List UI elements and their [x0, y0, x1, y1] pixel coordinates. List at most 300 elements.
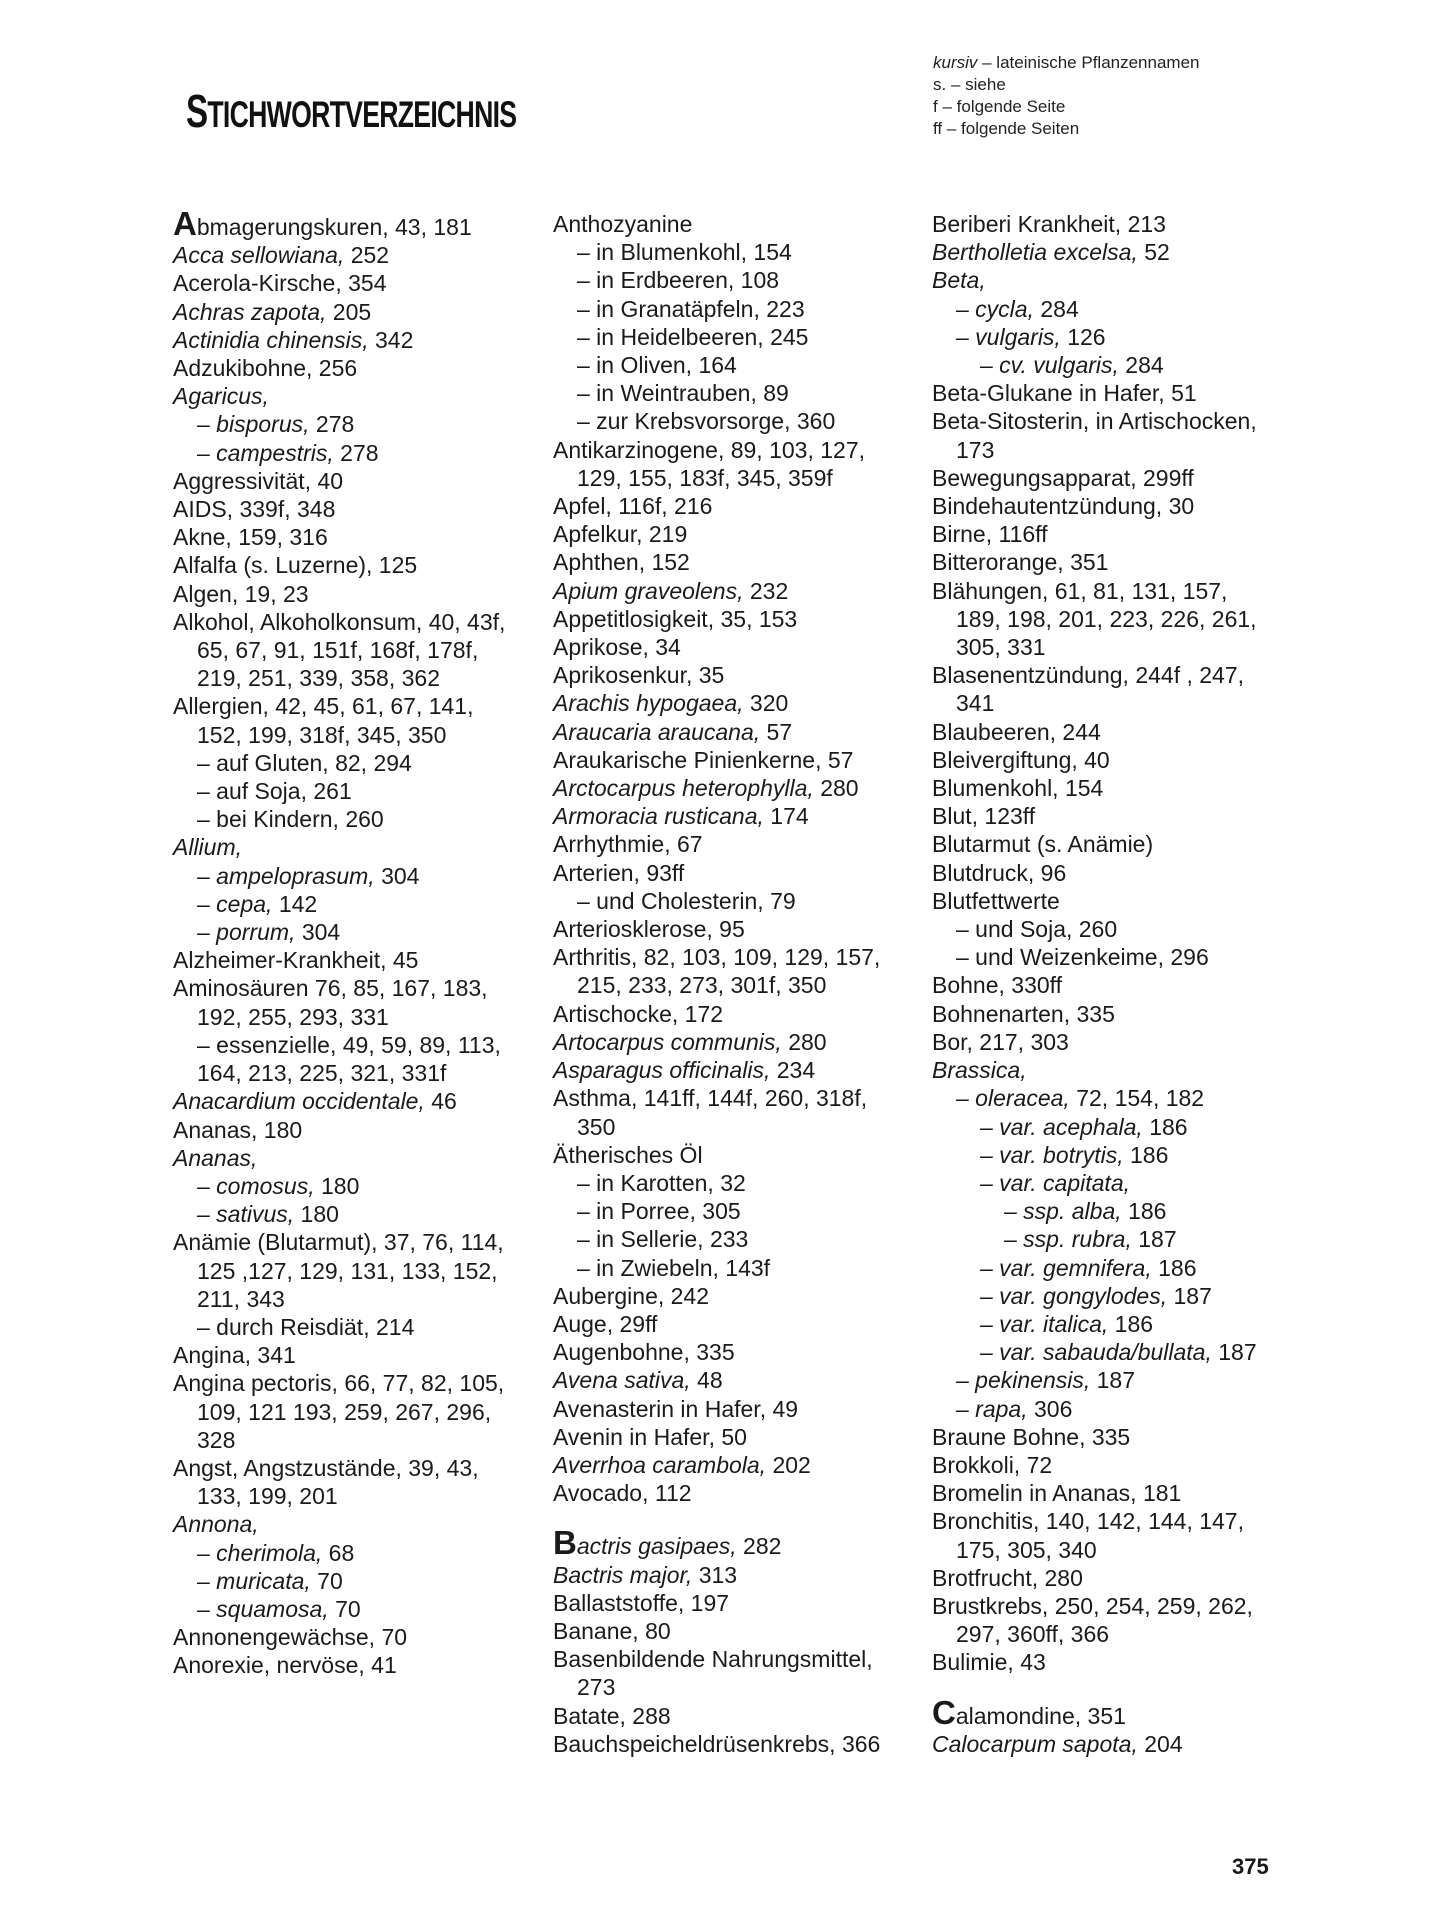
index-entry [932, 1056, 1312, 1084]
index-entry [173, 1454, 543, 1482]
index-entry [553, 1589, 923, 1617]
entry-pages: 186 [1123, 1141, 1169, 1168]
entry-pages: 186 [1108, 1310, 1154, 1337]
index-entry [932, 1648, 1312, 1676]
index-entry [173, 1510, 543, 1538]
entry-term: Algen, 19, 23 [173, 580, 309, 607]
index-entry [553, 1645, 923, 1673]
index-entry [932, 266, 1312, 294]
index-subentry [932, 1113, 1312, 1141]
index-entry [173, 551, 543, 579]
index-subentry [932, 1141, 1312, 1169]
index-subentry [932, 1254, 1312, 1282]
index-entry [932, 238, 1312, 266]
index-entry-continuation [932, 1620, 1312, 1648]
entry-term: – var. capitata, [980, 1169, 1131, 1196]
entry-term: 152, 199, 318f, 345, 350 [197, 721, 447, 748]
entry-term: Blut, 123ff [932, 803, 1036, 830]
index-entry-continuation [173, 721, 543, 749]
index-entry-continuation [173, 1257, 543, 1285]
entry-term: 164, 213, 225, 321, 331f [197, 1060, 447, 1087]
entry-term: Bromelin in Ananas, 181 [932, 1480, 1182, 1507]
entry-term: 305, 331 [956, 634, 1046, 661]
abbreviation-legend [933, 52, 1200, 140]
entry-term: – und Cholesterin, 79 [577, 887, 796, 914]
index-subentry [553, 323, 923, 351]
index-entry [553, 718, 923, 746]
index-entry [932, 830, 1312, 858]
entry-term: – und Soja, 260 [956, 916, 1118, 943]
title-rest: TICHWORTVERZEICHNIS [207, 94, 517, 135]
index-entry [173, 326, 543, 354]
index-subentry [173, 918, 543, 946]
entry-term: Apfel, 116f, 216 [553, 493, 713, 520]
legend-key: f [933, 97, 938, 116]
entry-term: – in Erdbeeren, 108 [577, 267, 780, 294]
entry-term: Bitterorange, 351 [932, 549, 1109, 576]
index-subentry [173, 805, 543, 833]
entry-pages: 186 [1142, 1113, 1188, 1140]
index-subentry [173, 1031, 543, 1059]
index-entry [553, 1479, 923, 1507]
entry-term: – in Zwiebeln, 143f [577, 1254, 771, 1281]
entry-term: Arrhythmie, 67 [553, 831, 703, 858]
index-entry [553, 746, 923, 774]
index-entry [932, 1507, 1312, 1535]
index-entry [553, 915, 923, 943]
index-subentry [553, 1254, 923, 1282]
entry-term: Blumenkohl, 154 [932, 775, 1104, 802]
index-entry-continuation [932, 633, 1312, 661]
entry-pages: 46 [424, 1088, 457, 1115]
legend-text: – lateinische Pflanzennamen [977, 53, 1200, 72]
entry-pages: 70 [328, 1595, 361, 1622]
index-entry [932, 1693, 1312, 1731]
entry-pages: 48 [690, 1367, 723, 1394]
index-entry-continuation [553, 464, 923, 492]
index-subentry [173, 1313, 543, 1341]
index-entry [553, 1141, 923, 1169]
entry-term: – in Blumenkohl, 154 [577, 239, 792, 266]
entry-term: Arteriosklerose, 95 [553, 916, 745, 943]
index-column-1 [173, 205, 543, 1680]
index-subentry [553, 1197, 923, 1225]
index-entry-continuation [173, 1398, 543, 1426]
index-subentry [553, 295, 923, 323]
index-entry [932, 661, 1312, 689]
entry-term: Bactris major, [553, 1561, 693, 1588]
entry-term: Brokkoli, 72 [932, 1451, 1053, 1478]
index-entry-continuation [173, 664, 543, 692]
entry-term: – muricata, [197, 1567, 311, 1594]
index-subentry [932, 915, 1312, 943]
entry-term: – vulgaris, [956, 323, 1061, 350]
section-letter: C [932, 1693, 956, 1731]
entry-term: Bleivergiftung, 40 [932, 746, 1110, 773]
index-subentry [553, 887, 923, 915]
entry-term: Bulimie, 43 [932, 1649, 1046, 1676]
entry-term: Agaricus, [173, 383, 269, 410]
index-entry [553, 492, 923, 520]
legend-key: ff [933, 119, 943, 138]
index-entry [932, 774, 1312, 802]
entry-term: 192, 255, 293, 331 [197, 1003, 389, 1030]
entry-term: Bronchitis, 140, 142, 144, 147, [932, 1508, 1244, 1535]
entry-term: Brustkrebs, 250, 254, 259, 262, [932, 1592, 1253, 1619]
index-entry-continuation [932, 436, 1312, 464]
index-subentry [553, 1225, 923, 1253]
index-entry [173, 1651, 543, 1679]
index-entry [553, 830, 923, 858]
index-entry [173, 692, 543, 720]
legend-item [933, 118, 1200, 140]
index-subentry [932, 1197, 1312, 1225]
index-entry [173, 382, 543, 410]
index-entry [173, 241, 543, 269]
entry-pages: 187 [1090, 1367, 1136, 1394]
index-entry [932, 887, 1312, 915]
entry-term: Anacardium occidentale, [173, 1088, 425, 1115]
index-entry [553, 1000, 923, 1028]
entry-term: Avenin in Hafer, 50 [553, 1423, 747, 1450]
entry-term: – in Weintrauben, 89 [577, 380, 789, 407]
entry-pages: 304 [295, 919, 341, 946]
index-subentry [173, 1539, 543, 1567]
index-subentry [553, 238, 923, 266]
entry-term: Brotfrucht, 280 [932, 1564, 1083, 1591]
index-entry [173, 1341, 543, 1369]
index-entry [932, 407, 1312, 435]
entry-pages: 252 [344, 242, 390, 269]
entry-term: Averrhoa carambola, [553, 1451, 767, 1478]
entry-term: Augenbohne, 335 [553, 1339, 735, 1366]
entry-term: Achras zapota, [173, 298, 327, 325]
entry-term: – zur Krebsvorsorge, 360 [577, 408, 836, 435]
index-entry [553, 1056, 923, 1084]
entry-term: Artocarpus communis, [553, 1028, 782, 1055]
entry-term: Allium, [173, 834, 243, 861]
entry-pages: 180 [294, 1201, 339, 1228]
entry-term: – durch Reisdiät, 214 [197, 1313, 415, 1340]
entry-term: 175, 305, 340 [956, 1536, 1097, 1563]
entry-pages: 280 [781, 1028, 827, 1055]
index-entry [173, 1087, 543, 1115]
index-entry [173, 1623, 543, 1651]
entry-term: 211, 343 [197, 1285, 285, 1312]
entry-term: Anthozyanine [553, 211, 693, 237]
index-entry [553, 1423, 923, 1451]
index-entry [553, 520, 923, 548]
entry-term: Alkohol, Alkoholkonsum, 40, 43f, [173, 608, 506, 635]
index-entry [553, 1028, 923, 1056]
entry-term: – ssp. rubra, [1004, 1226, 1132, 1253]
entry-term: 350 [577, 1113, 616, 1140]
entry-term: Beta-Sitosterin, in Artischocken, [932, 408, 1257, 435]
index-entry-continuation [173, 1482, 543, 1510]
index-subentry [173, 1200, 543, 1228]
entry-term: Bindehautentzündung, 30 [932, 493, 1195, 520]
index-subentry [173, 862, 543, 890]
entry-term: Asthma, 141ff, 144f, 260, 318f, [553, 1085, 868, 1112]
index-entry [932, 379, 1312, 407]
entry-term: Alfalfa (s. Luzerne), 125 [173, 552, 418, 579]
index-entry [173, 974, 543, 1002]
entry-term: Appetitlosigkeit, 35, 153 [553, 605, 798, 632]
entry-term: 173 [956, 436, 995, 463]
entry-term: 341 [956, 690, 995, 717]
entry-term: Artischocke, 172 [553, 1000, 724, 1027]
entry-term: Bauchspeicheldrüsenkrebs, 366 [553, 1730, 881, 1757]
index-entry-continuation [553, 971, 923, 999]
entry-pages: 204 [1137, 1730, 1183, 1757]
entry-term: – porrum, [197, 919, 296, 946]
entry-term: – oleracea, [956, 1085, 1070, 1112]
entry-term: 328 [197, 1426, 236, 1453]
index-entry-continuation [553, 1113, 923, 1141]
index-entry [932, 1028, 1312, 1056]
index-subentry [173, 777, 543, 805]
entry-term: Araucaria araucana, [553, 718, 761, 745]
entry-term: 297, 360ff, 366 [956, 1621, 1110, 1648]
index-entry-continuation [173, 1059, 543, 1087]
index-subentry [553, 1169, 923, 1197]
index-subentry [553, 379, 923, 407]
entry-term: – var. gongylodes, [980, 1282, 1168, 1309]
index-entry [173, 1116, 543, 1144]
section-gap [932, 1677, 1312, 1699]
legend-text: – folgende Seite [937, 97, 1066, 116]
entry-term: Blaubeeren, 244 [932, 718, 1101, 745]
entry-term: Akne, 159, 316 [173, 524, 328, 551]
index-entry [932, 1564, 1312, 1592]
entry-term: – pekinensis, [956, 1367, 1091, 1394]
index-entry [173, 833, 543, 861]
entry-term: Birne, 116ff [932, 521, 1048, 548]
entry-pages: 187 [1131, 1226, 1177, 1253]
entry-term: – in Sellerie, 233 [577, 1226, 749, 1253]
entry-pages: 284 [1118, 352, 1164, 379]
entry-term: – auf Soja, 261 [197, 778, 352, 805]
entry-term: Acerola-Kirsche, 354 [173, 270, 387, 297]
entry-term: 273 [577, 1674, 616, 1701]
index-entry-continuation [173, 636, 543, 664]
entry-term: Beta, [932, 267, 986, 294]
index-entry [173, 354, 543, 382]
entry-term: – cepa, [197, 890, 273, 917]
index-subentry [173, 439, 543, 467]
index-entry [173, 608, 543, 636]
entry-term: – rapa, [956, 1395, 1028, 1422]
entry-term: – var. acephala, [980, 1113, 1143, 1140]
entry-term: Antikarzinogene, 89, 103, 127, [553, 436, 866, 463]
index-entry [173, 523, 543, 551]
index-entry [932, 492, 1312, 520]
index-column-2 [553, 210, 923, 1758]
entry-pages: 68 [322, 1539, 355, 1566]
index-subentry [932, 1225, 1312, 1253]
entry-term: Anorexie, nervöse, 41 [173, 1652, 397, 1679]
entry-term: – bei Kindern, 260 [197, 806, 384, 833]
index-entry [932, 1730, 1312, 1758]
entry-term: Basenbildende Nahrungsmittel, [553, 1646, 873, 1673]
entry-term: – in Heidelbeeren, 245 [577, 323, 809, 350]
entry-term: 215, 233, 273, 301f, 350 [577, 972, 827, 999]
index-entry [932, 802, 1312, 830]
section-gap [553, 1507, 923, 1529]
entry-pages: 187 [1211, 1339, 1257, 1366]
index-column-3 [932, 210, 1312, 1758]
index-entry [173, 1369, 543, 1397]
entry-pages: 57 [760, 718, 793, 745]
index-entry [932, 1592, 1312, 1620]
index-subentry [173, 410, 543, 438]
index-entry [553, 1338, 923, 1366]
entry-pages: 232 [743, 577, 789, 604]
entry-pages: 187 [1167, 1282, 1212, 1309]
entry-pages: 304 [374, 862, 420, 889]
index-entry-continuation [932, 1536, 1312, 1564]
entry-term: Blasenentzündung, 244f , 247, [932, 662, 1245, 689]
index-entry [553, 1366, 923, 1394]
page-title [186, 84, 516, 138]
index-entry [932, 1451, 1312, 1479]
entry-term: – campestris, [197, 439, 334, 466]
entry-term: Avocado, 112 [553, 1480, 692, 1507]
index-entry [553, 1617, 923, 1645]
entry-term: Ballaststoffe, 197 [553, 1589, 730, 1616]
entry-term: Apium graveolens, [553, 577, 744, 604]
entry-term: Aminosäuren 76, 85, 167, 183, [173, 975, 488, 1002]
entry-term: Acca sellowiana, [173, 242, 345, 269]
entry-term: Aggressivität, 40 [173, 467, 344, 494]
index-entry [173, 1228, 543, 1256]
index-subentry [173, 1595, 543, 1623]
index-entry [553, 1561, 923, 1589]
entry-term: Anämie (Blutarmut), 37, 76, 114, [173, 1229, 504, 1256]
entry-pages: 205 [326, 298, 372, 325]
entry-term: actris gasipaes, [576, 1533, 737, 1560]
entry-term: Aprikosenkur, 35 [553, 662, 725, 689]
entry-pages: 320 [743, 690, 789, 717]
section-letter: B [553, 1524, 577, 1562]
index-subentry [932, 351, 1312, 379]
entry-term: Brassica, [932, 1057, 1027, 1084]
entry-term: Arctocarpus heterophylla, [553, 775, 814, 802]
index-entry [553, 689, 923, 717]
index-subentry [553, 407, 923, 435]
entry-term: Annonengewächse, 70 [173, 1624, 408, 1651]
index-entry [553, 1395, 923, 1423]
entry-term: Aprikose, 34 [553, 634, 681, 661]
index-entry [173, 205, 543, 242]
entry-term: 189, 198, 201, 223, 226, 261, [956, 605, 1257, 632]
entry-term: Ananas, 180 [173, 1116, 303, 1143]
index-entry-continuation [553, 1673, 923, 1701]
index-entry [553, 661, 923, 689]
entry-term: Avenasterin in Hafer, 49 [553, 1395, 799, 1422]
entry-term: Angina pectoris, 66, 77, 82, 105, [173, 1370, 505, 1397]
index-subentry [932, 1084, 1312, 1112]
index-entry [553, 1282, 923, 1310]
entry-term: 133, 199, 201 [197, 1483, 338, 1510]
index-entry [173, 1144, 543, 1172]
entry-term: Calocarpum sapota, [932, 1730, 1138, 1757]
index-subentry [173, 1567, 543, 1595]
entry-term: Ananas, [173, 1144, 258, 1171]
entry-pages: 186 [1121, 1198, 1167, 1225]
entry-term: Blutarmut (s. Anämie) [932, 831, 1154, 858]
index-entry [932, 520, 1312, 548]
title-initial: S [186, 85, 208, 137]
entry-term: bmagerungskuren, 43, 181 [196, 214, 472, 240]
entry-pages: 306 [1027, 1395, 1073, 1422]
index-subentry [932, 1395, 1312, 1423]
entry-term: alamondine, 351 [955, 1702, 1126, 1729]
entry-pages: 284 [1033, 295, 1079, 322]
index-entry [932, 577, 1312, 605]
entry-term: Beta-Glukane in Hafer, 51 [932, 380, 1197, 407]
section-letter: A [173, 205, 197, 242]
entry-term: Beriberi Krankheit, 213 [932, 211, 1166, 237]
entry-term: 129, 155, 183f, 345, 359f [577, 464, 833, 491]
entry-pages: 278 [309, 411, 355, 438]
entry-term: Blutfettwerte [932, 887, 1060, 914]
entry-pages: 142 [272, 890, 318, 917]
index-entry [553, 1084, 923, 1112]
entry-pages: 342 [368, 326, 414, 353]
index-subentry [932, 1310, 1312, 1338]
index-subentry [173, 749, 543, 777]
index-entry [553, 605, 923, 633]
page-number: 375 [1232, 1854, 1269, 1879]
index-entry-continuation [173, 1003, 543, 1031]
entry-term: Allergien, 42, 45, 61, 67, 141, [173, 693, 474, 720]
entry-term: Annona, [173, 1511, 259, 1538]
entry-term: 65, 67, 91, 151f, 168f, 178f, [197, 637, 479, 664]
entry-pages: 278 [333, 439, 379, 466]
entry-term: Armoracia rusticana, [553, 803, 764, 830]
entry-term: Braune Bohne, 335 [932, 1423, 1131, 1450]
entry-pages: 180 [314, 1172, 360, 1199]
entry-term: – var. botrytis, [980, 1141, 1124, 1168]
index-entry [173, 580, 543, 608]
legend-item [933, 52, 1200, 74]
index-entry [553, 774, 923, 802]
entry-term: – essenzielle, 49, 59, 89, 113, [197, 1031, 501, 1058]
index-entry-continuation [173, 1285, 543, 1313]
entry-term: – cycla, [956, 295, 1034, 322]
entry-term: Apfelkur, 219 [553, 521, 688, 548]
entry-pages: 70 [310, 1567, 343, 1594]
entry-term: Bohne, 330ff [932, 972, 1063, 999]
entry-term: – comosus, [197, 1172, 315, 1199]
legend-text: – siehe [946, 75, 1006, 94]
entry-pages: 126 [1060, 323, 1106, 350]
entry-term: Bohnenarten, 335 [932, 1000, 1115, 1027]
legend-item [933, 74, 1200, 96]
index-entry [932, 1000, 1312, 1028]
index-entry [553, 1524, 923, 1562]
entry-term: Bewegungsapparat, 299ff [932, 464, 1194, 491]
index-subentry [932, 1366, 1312, 1394]
entry-term: – in Karotten, 32 [577, 1169, 746, 1196]
index-entry [932, 971, 1312, 999]
index-subentry [932, 1282, 1312, 1310]
entry-pages: 202 [766, 1451, 811, 1478]
index-entry [553, 577, 923, 605]
entry-pages: 72, 154, 182 [1069, 1085, 1205, 1112]
entry-term: Alzheimer-Krankheit, 45 [173, 947, 419, 974]
